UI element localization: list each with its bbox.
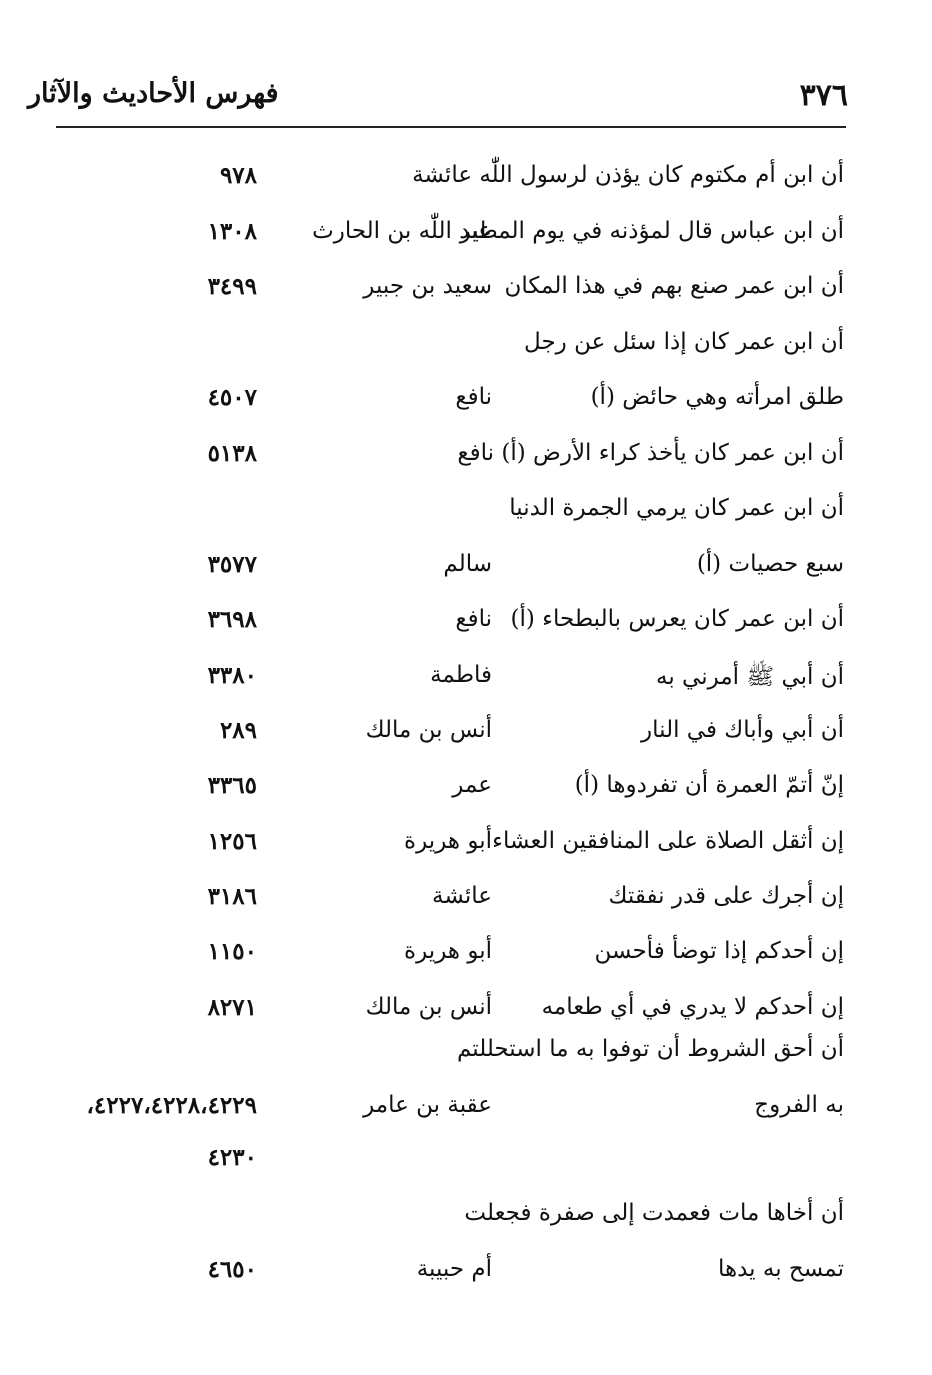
page-header [28,78,848,118]
hadith-number: ٣٥٧٧ [207,551,257,578]
hadith-text: أن ابن عمر كان يعرس بالبطحاء (أ) [510,606,844,632]
narrator-name: أم حبيبة [416,1256,492,1282]
hadith-number: ٣٤٩٩ [207,273,257,300]
index-entry [0,828,932,868]
index-entry [0,218,932,258]
hadith-text: أن ابن عمر كان إذا سئل عن رجل [524,329,844,355]
hadith-text: إنّ أتمّ العمرة أن تفردوها (أ) [574,772,844,798]
hadith-text: أن أبي وأباك في النار [641,717,844,743]
narrator-name: عقبة بن عامر [363,1092,492,1118]
hadith-text: إن أثقل الصلاة على المنافقين العشاء [492,828,844,854]
index-entry [0,994,932,1034]
hadith-text: به الفروج [754,1092,844,1118]
hadith-text: أن ابن عمر صنع بهم في هذا المكان [504,273,844,299]
running-title: فهرس الأحاديث والآثار [28,78,279,109]
hadith-number: ١٣٠٨ [207,218,257,245]
index-entry [0,1036,932,1076]
narrator-name: سعيد بن جبير [363,273,492,299]
index-entry [0,1092,932,1132]
hadith-text: طلق امرأته وهي حائض (أ) [590,384,844,410]
hadith-number: ٣٣٦٥ [207,772,257,799]
hadith-number: ٨٢٧١ [207,994,257,1021]
hadith-text: أن ابن عباس قال لمؤذنه في يوم المطير [459,218,844,244]
index-entry [0,883,932,923]
hadith-text: أن ابن أم مكتوم كان يؤذن لرسول اللّٰه عائشة [412,162,844,188]
index-entry [0,551,932,591]
narrator-name: نافع [455,384,492,410]
hadith-text: تمسح به يدها [717,1256,844,1282]
index-entry [0,329,932,369]
narrator-name: أبو هريرة [404,828,492,854]
index-entry [0,162,932,202]
hadith-number: ٩٧٨ [219,162,257,189]
hadith-number: ٢٨٩ [219,717,257,744]
index-entry [0,606,932,646]
hadith-text: أن أخاها مات فعمدت إلى صفرة فجعلت [464,1200,844,1226]
narrator-name: أنس بن مالك [365,717,492,743]
hadith-text: أن ابن عمر كان يأخذ كراء الأرض (أ) نافع [457,440,844,466]
header-divider [56,126,846,128]
narrator-name: أنس بن مالك [365,994,492,1020]
hadith-number: ٥١٣٨ [207,440,257,467]
hadith-text: إن أجرك على قدر نفقتك [608,883,844,909]
hadith-number: ٣٣٨٠ [207,662,257,689]
index-entry [0,938,932,978]
index-entry [0,273,932,313]
index-entry [0,717,932,757]
index-entry [0,1144,932,1184]
hadith-number: ١١٥٠ [207,938,257,965]
hadith-text: أن أحق الشروط أن توفوا به ما استحللتم [456,1036,844,1062]
narrator-name: سالم [443,551,492,577]
hadith-text: أن أبي ﷺ أمرني به [656,664,844,690]
hadith-text: إن أحدكم لا يدري في أي طعامه [541,994,844,1020]
narrator-name: نافع [455,606,492,632]
hadith-text: إن أحدكم إذا توضأ فأحسن [594,938,844,964]
narrator-name: عائشة [432,883,492,909]
hadith-text: أن ابن عمر كان يرمي الجمرة الدنيا [509,495,844,521]
hadith-number: ٤٢٣٠ [207,1144,257,1171]
hadith-number: ٤٥٠٧ [207,384,257,411]
hadith-number: ٤٢٢٧،٤٢٢٨،٤٢٢٩، [86,1092,257,1119]
hadith-number: ٣٦٩٨ [207,606,257,633]
index-entry [0,662,932,702]
index-entry [0,440,932,480]
narrator-name: عبد اللّٰه بن الحارث [312,218,492,244]
hadith-number: ١٢٥٦ [207,828,257,855]
narrator-name: أبو هريرة [404,938,492,964]
narrator-name: عمر [452,772,492,798]
hadith-text: سبع حصيات (أ) [696,551,844,577]
hadith-number: ٤٦٥٠ [207,1256,257,1283]
index-entry [0,1256,932,1296]
narrator-name: فاطمة [430,662,492,688]
index-entry [0,772,932,812]
index-entry [0,384,932,424]
index-entry [0,495,932,535]
hadith-number: ٣١٨٦ [207,883,257,910]
page-number: ٣٧٦ [799,78,848,113]
index-entry [0,1200,932,1240]
